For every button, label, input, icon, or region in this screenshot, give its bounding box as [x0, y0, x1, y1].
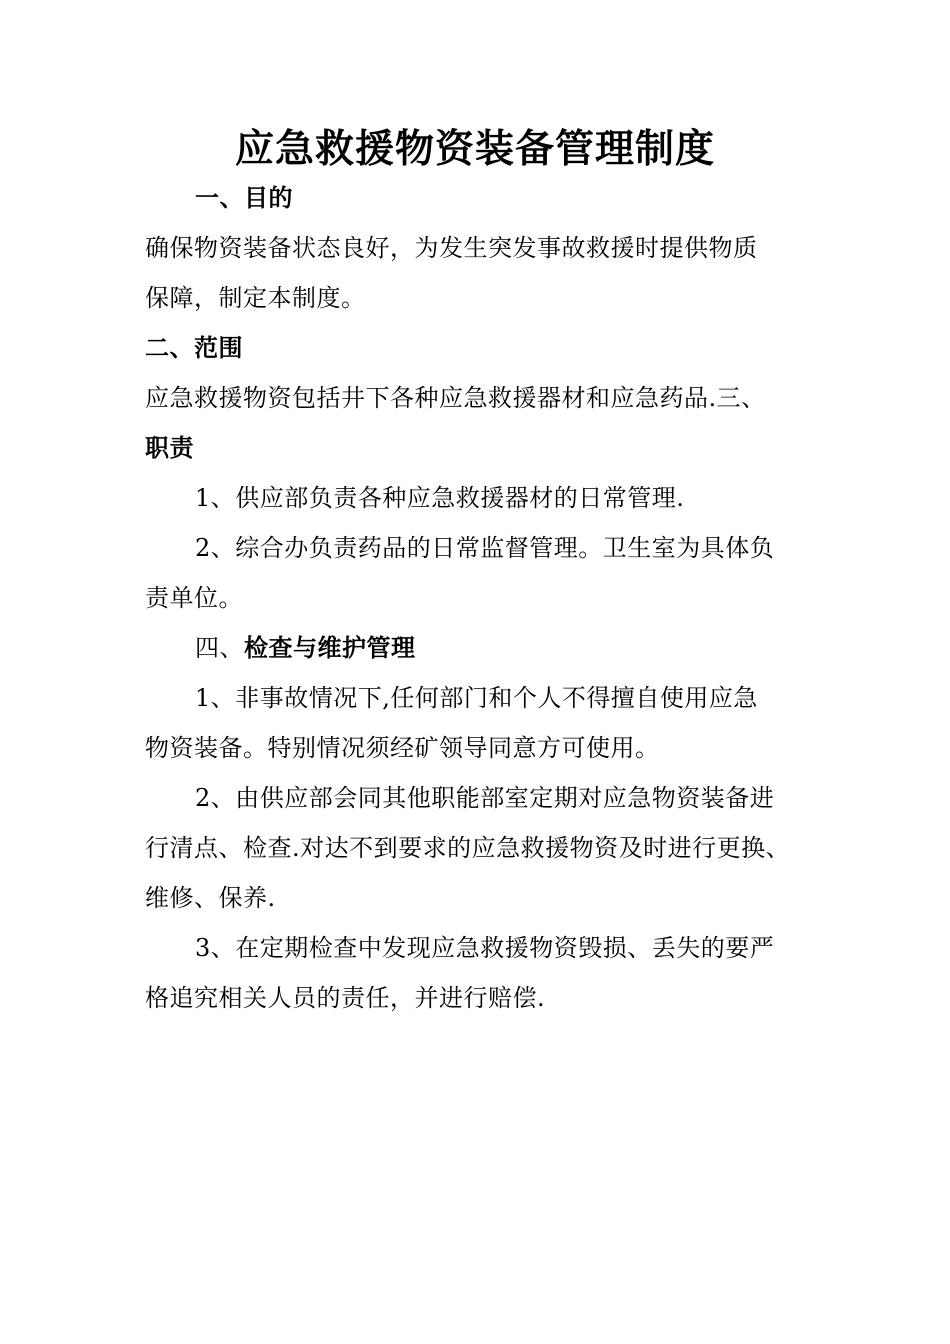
- section-heading-scope: 二、范围: [145, 333, 243, 362]
- section-heading-purpose: 一、目的: [195, 183, 293, 212]
- paragraph-line: 2、综合办负责药品的日常监督管理。卫生室为具体负: [195, 534, 775, 562]
- paragraph-line: 责单位。: [145, 584, 243, 612]
- paragraph-line: 保障，制定本制度。: [145, 284, 366, 312]
- paragraph-line: 维修、保养.: [145, 884, 276, 912]
- paragraph-line: 格追究相关人员的责任，并进行赔偿.: [145, 984, 546, 1012]
- paragraph-line: 行清点、检查.对达不到要求的应急救援物资及时进行更换、: [145, 834, 791, 862]
- paragraph-line: 应急救援物资包括井下各种应急救援器材和应急药品.三、: [145, 384, 766, 412]
- paragraph-line: 确保物资装备状态良好，为发生突发事故救援时提供物质: [145, 234, 758, 262]
- section-number: 四、: [195, 634, 244, 662]
- section-heading-inspection: [195, 631, 416, 665]
- paragraph-line: 3、在定期检查中发现应急救援物资毁损、丢失的要严: [195, 934, 775, 962]
- document-title: 应急救援物资装备管理制度: [234, 126, 715, 172]
- paragraph-line: 2、由供应部会同其他职能部室定期对应急物资装备进: [195, 784, 775, 812]
- section-heading-duties: 职责: [145, 433, 194, 462]
- paragraph-line: 1、非事故情况下,任何部门和个人不得擅自使用应急: [195, 684, 758, 712]
- section-heading-text: 检查与维护管理: [244, 633, 416, 662]
- paragraph-line: 1、供应部负责各种应急救援器材的日常管理.: [195, 484, 685, 512]
- paragraph-line: 物资装备。特别情况须经矿领导同意方可使用。: [145, 734, 660, 762]
